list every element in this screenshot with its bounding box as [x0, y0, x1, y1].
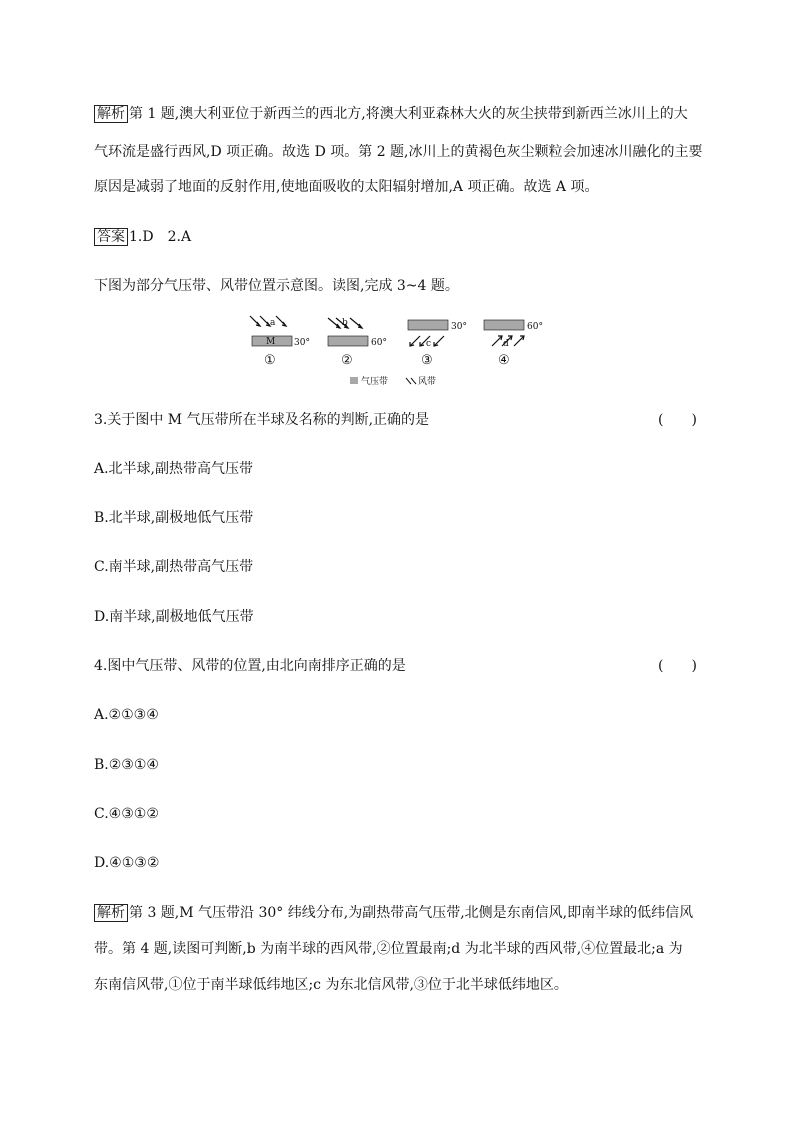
- question-4-option-a: A.②①③④: [94, 707, 159, 723]
- pressure-belt-4: [484, 320, 524, 330]
- question-3-option-c: C.南半球,副热带高气压带: [94, 559, 254, 575]
- analysis-1-line-1: 解析 第 1 题,澳大利亚位于新西兰的西北方,将澳大利亚森林大火的灰尘挟带到新西兰冰川上的大: [94, 104, 688, 124]
- analysis-1-line-2: 气环流是盛行西风,D 项正确。故选 D 项。第 2 题,冰川上的黄褐色灰尘颗粒会加速冰川融化的主要: [94, 144, 703, 160]
- question-4-option-c: C.④③①②: [94, 806, 159, 822]
- question-4-option-b: B.②③①④: [94, 757, 159, 773]
- question-4-answer-paren: ( ): [658, 658, 697, 674]
- question-3-answer-paren: ( ): [658, 412, 697, 428]
- answer-tag: 答案: [94, 228, 128, 246]
- legend-wind-label: 风带: [418, 377, 437, 387]
- latitude-label-3: 30°: [451, 322, 467, 332]
- legend-pressure-label: 气压带: [361, 377, 389, 387]
- figure-intro: 下图为部分气压带、风带位置示意图。读图,完成 3~4 题。: [94, 278, 459, 294]
- legend-wind-icon: [406, 378, 416, 384]
- question-3-stem: 3.关于图中 M 气压带所在半球及名称的判断,正确的是: [94, 412, 430, 428]
- latitude-label-2: 60°: [371, 338, 387, 348]
- figure-panel-1: [250, 316, 310, 368]
- question-3-option-b: B.北半球,副极地低气压带: [94, 510, 254, 526]
- panel-number-2: ②: [341, 353, 353, 368]
- analysis-1-line-3: 原因是减弱了地面的反射作用,使地面吸收的太阳辐射增加,A 项正确。故选 A 项。: [94, 179, 599, 195]
- analysis-tag: 解析: [94, 105, 128, 123]
- pressure-belt-2: [328, 336, 368, 346]
- question-3-option-a: A.北半球,副热带高气压带: [94, 461, 254, 477]
- band-label-m: M: [266, 337, 276, 347]
- latitude-label-1: 30°: [294, 338, 310, 348]
- analysis-2-line-3: 东南信风带,①位于南半球低纬地区;c 为东北信风带,③位于北半球低纬地区。: [94, 977, 568, 993]
- panel-number-1: ①: [264, 353, 276, 368]
- question-4-stem: 4.图中气压带、风带的位置,由北向南排序正确的是: [94, 658, 406, 674]
- analysis-2-line-1: 解析 第 3 题,M 气压带沿 30° 纬线分布,为副热带高气压带,北侧是东南信风,即南半球的低纬信风: [94, 903, 693, 923]
- panel-number-3: ③: [421, 353, 433, 368]
- latitude-label-4: 60°: [527, 322, 543, 332]
- question-4-option-d: D.④①③②: [94, 855, 160, 871]
- arrow-letter-b: b: [342, 318, 348, 328]
- arrow-letter-c: c: [426, 339, 432, 349]
- figure-panel-4: [484, 320, 543, 368]
- pressure-belt-3: [408, 320, 448, 330]
- arrow-letter-a: a: [270, 318, 276, 328]
- panel-number-4: ④: [498, 353, 510, 368]
- legend-pressure-swatch: [350, 377, 358, 384]
- figure-legend: [350, 375, 436, 387]
- answer-1: 答案 1.D 2.A: [94, 227, 191, 247]
- wind-arrows-a: [250, 316, 286, 326]
- pressure-wind-belt-figure: [240, 312, 543, 392]
- arrow-letter-d: d: [503, 339, 509, 349]
- figure-panel-2: [328, 318, 387, 368]
- question-3-option-d: D.南半球,副极地低气压带: [94, 609, 254, 625]
- figure-panel-3: [408, 320, 467, 368]
- analysis-tag: 解析: [94, 904, 128, 922]
- analysis-2-line-2: 带。第 4 题,读图可判断,b 为南半球的西风带,②位置最南;d 为北半球的西风带,④位置最北;a 为: [94, 941, 683, 957]
